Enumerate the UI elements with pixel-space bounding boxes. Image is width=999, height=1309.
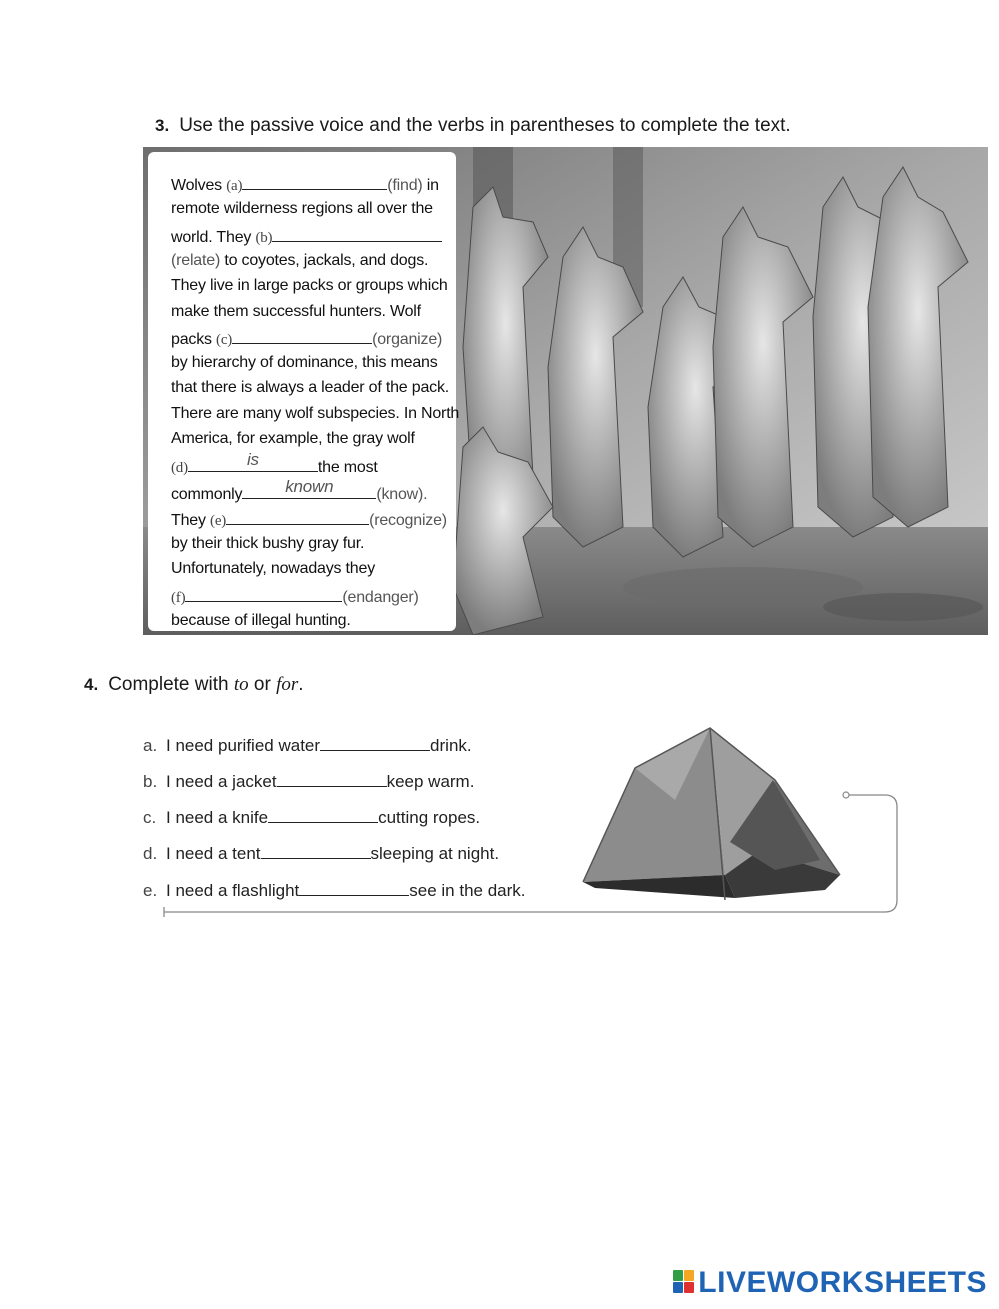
blank-b[interactable] <box>272 226 442 242</box>
answer-d2: known <box>285 477 334 496</box>
blank-f[interactable] <box>185 586 342 602</box>
item-text: I need a knife <box>166 808 269 827</box>
passage-line-18: because of illegal hunting. <box>171 612 351 629</box>
verb-hint-organize: (organize) <box>372 331 443 348</box>
item-letter: a. <box>143 736 158 755</box>
text: world. They <box>171 229 256 246</box>
word-for: for <box>276 674 299 695</box>
blank-label-a: (a) <box>226 178 243 194</box>
blank-label-d: (d) <box>171 460 188 476</box>
item-text: sleeping at night. <box>370 844 500 863</box>
item-letter: d. <box>143 844 158 863</box>
brand-name: LIVEWORKSHEETS <box>698 1266 987 1299</box>
item-text: I need a tent <box>166 844 261 863</box>
exercise-3-title <box>155 115 791 137</box>
item-text: I need purified water <box>166 736 321 755</box>
item-text: I need a flashlight <box>166 881 300 900</box>
passage-line-15: by their thick bushy gray fur. <box>171 535 365 552</box>
passage-line-9: that there is always a leader of the pack. <box>171 379 449 396</box>
exercise-3-instruction: Use the passive voice and the verbs in parentheses to complete the text. <box>179 115 791 136</box>
instruction-text: . <box>298 674 304 695</box>
instruction-text: or <box>248 674 277 695</box>
verb-hint-recognize: (recognize) <box>369 512 447 529</box>
item-letter: c. <box>143 808 157 827</box>
word-to: to <box>233 674 249 695</box>
passage-line-10: There are many wolf subspecies. In North <box>171 405 460 422</box>
text: commonly <box>171 486 243 503</box>
passage-line-4 <box>171 252 428 270</box>
blank-c[interactable] <box>232 328 372 344</box>
passage-line-16: Unfortunately, nowadays they <box>171 560 376 577</box>
instruction-text: Complete with <box>108 674 234 695</box>
blank-label-e: (e) <box>210 513 227 529</box>
text: Wolves <box>171 177 227 194</box>
tent-illustration <box>575 720 850 905</box>
blank-label-f: (f) <box>171 590 186 606</box>
passage-line-6: make them successful hunters. Wolf <box>171 303 421 320</box>
item-text: keep warm. <box>386 772 475 791</box>
blank-e[interactable] <box>226 509 369 525</box>
exercise-4-number: 4. <box>84 675 99 694</box>
item-letter: b. <box>143 772 158 791</box>
liveworksheets-logo <box>673 1266 987 1300</box>
blank-4a[interactable] <box>320 734 430 751</box>
text: the most <box>317 459 378 476</box>
item-text: drink. <box>430 736 472 755</box>
blank-a[interactable] <box>242 174 387 190</box>
blank-d[interactable] <box>188 450 318 472</box>
item-text: cutting ropes. <box>378 808 481 827</box>
passage-line-14 <box>171 509 447 530</box>
exercise-4-title <box>84 674 304 696</box>
item-letter: e. <box>143 881 158 900</box>
text: packs <box>171 331 217 348</box>
verb-hint-find: (find) <box>387 177 423 194</box>
text: to coyotes, jackals, and dogs. <box>220 252 429 269</box>
passage-line-8: by hierarchy of dominance, this means <box>171 354 438 371</box>
passage-line-1 <box>171 174 439 195</box>
verb-hint-relate: (relate) <box>171 252 221 269</box>
passage-line-12 <box>171 450 378 477</box>
passage-line-11: America, for example, the gray wolf <box>171 430 415 447</box>
blank-d2[interactable] <box>242 477 376 499</box>
verb-hint-endanger: (endanger) <box>342 589 419 606</box>
list-item <box>143 734 472 756</box>
text: in <box>422 177 439 194</box>
text: They <box>171 512 211 529</box>
answer-d: is <box>246 450 259 469</box>
passage-line-7 <box>171 328 442 349</box>
passage-line-13 <box>171 477 428 504</box>
blank-label-c: (c) <box>216 332 233 348</box>
verb-hint-know: (know). <box>376 486 428 503</box>
exercise-3-number: 3. <box>155 116 170 135</box>
logo-blocks-icon <box>673 1270 695 1294</box>
passage-line-2: remote wilderness regions all over the <box>171 200 433 217</box>
passage-line-17 <box>171 586 419 607</box>
item-text: I need a jacket <box>166 772 277 791</box>
passage-line-5: They live in large packs or groups which <box>171 277 448 294</box>
blank-label-b: (b) <box>255 230 273 246</box>
item-text: see in the dark. <box>409 881 526 900</box>
passage-line-3 <box>171 226 442 247</box>
